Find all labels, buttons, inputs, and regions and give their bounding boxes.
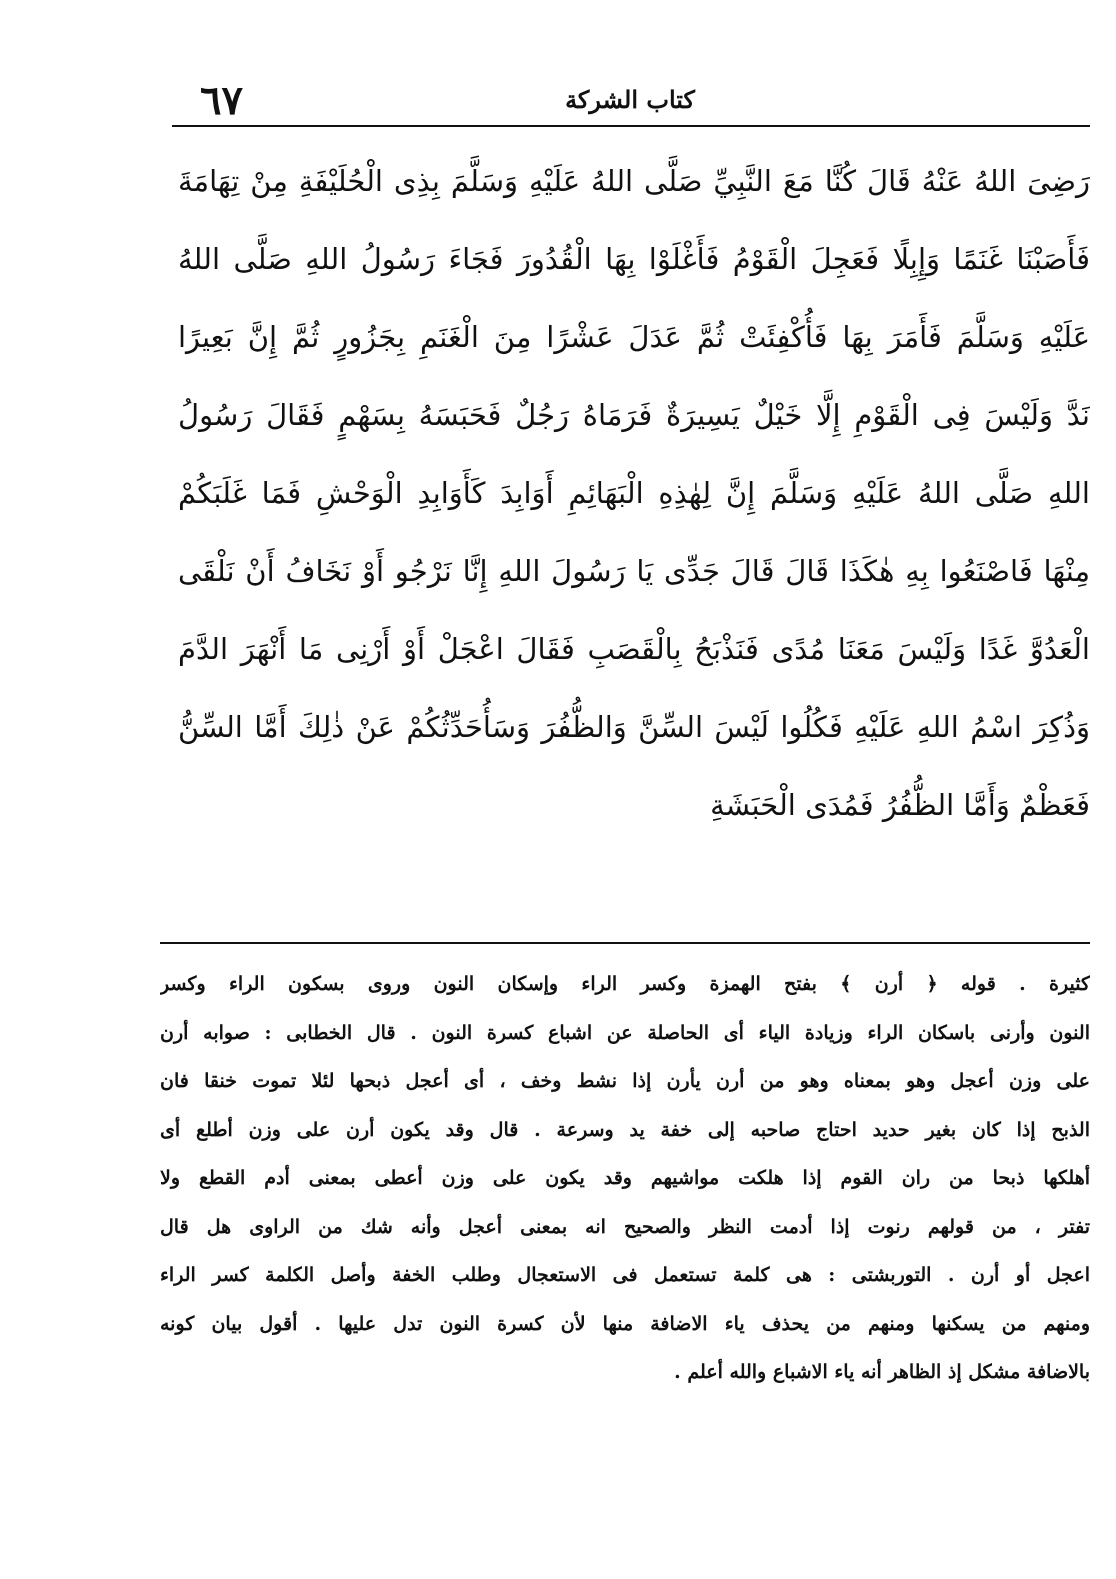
main-text-line: الْعَدُوَّ غَدًا وَلَيْسَ مَعَنَا مُدًى فَنَذْبَحُ بِالْقَصَبِ فَقَالَ اعْجَلْ أَوْ أَرْنِى مَا أَنْهَرَ الدَّمَ	[178, 632, 1090, 666]
footnote-line: على وزن أعجل وهو بمعناه وهو من أرن يأرن إذا نشط وخف ، أى أعجل ذبحها لئلا تموت خنقا فان	[160, 1070, 1090, 1092]
footnote-line: اعجل أو أرن . التوربشتى : هى كلمة تستعمل فى الاستعجال وطلب الخفة وأصل الكلمة كسر الراء	[160, 1264, 1090, 1286]
page-header	[170, 76, 1090, 126]
footnote-line: بالاضافة مشكل إذ الظاهر أنه ياء الاشباع والله أعلم .	[674, 1361, 1090, 1383]
main-text-line: اللهِ صَلَّى اللهُ عَلَيْهِ وَسَلَّمَ إِنَّ لِهٰذِهِ الْبَهَائِمِ أَوَابِدَ كَأَوَابِدِ الْوَحْشِ فَمَا غَلَبَكُمْ	[178, 476, 1090, 510]
main-text-line: وَذُكِرَ اسْمُ اللهِ عَلَيْهِ فَكُلُوا لَيْسَ السِّنَّ وَالظُّفُرَ وَسَأُحَدِّثُكُمْ عَنْ ذٰلِكَ أَمَّا السِّنُّ	[178, 710, 1090, 744]
main-text-line: نَدَّ وَلَيْسَ فِى الْقَوْمِ إِلَّا خَيْلٌ يَسِيرَةٌ فَرَمَاهُ رَجُلٌ فَحَبَسَهُ بِسَهْمٍ فَقَالَ رَسُولُ	[178, 398, 1090, 432]
footnote-line: الذبح إذا كان بغير حديد احتاج صاحبه إلى خفة يد وسرعة . قال وقد يكون أرن على وزن أطلع أى	[160, 1118, 1090, 1141]
footnote-line: تفتر ، من قولهم رنوت إذا أدمت النظر والصحيح انه بمعنى أعجل وأنه شك من الراوى هل قال	[160, 1215, 1090, 1238]
footnote-line: النون وأرنى باسكان الراء وزيادة الياء أى الحاصلة عن اشباع كسرة النون . قال الخطابى : صوابه أرن	[160, 1021, 1090, 1044]
footnote-line: ومنهم من يسكنها ومنهم من يحذف ياء الاضافة منها لأن كسرة النون تدل عليها . أقول بيان كونه	[160, 1312, 1090, 1335]
running-title: كتاب الشركة	[565, 85, 695, 114]
footnotes-block	[160, 960, 1090, 1397]
page-number: ٦٧	[200, 77, 243, 124]
footnote-line: أهلكها ذبحا من ران القوم إذا هلكت مواشيهم وقد يكون على وزن أعطى بمعنى أدم القطع ولا	[160, 1167, 1090, 1189]
footnote-line: كثيرة . قوله ﴿ أرن ﴾ بفتح الهمزة وكسر الراء وإسكان النون وروى بسكون الراء وكسر	[160, 973, 1090, 995]
footnote-separator	[160, 942, 1090, 944]
main-text-line: رَضِىَ اللهُ عَنْهُ قَالَ كُنَّا مَعَ النَّبِيِّ صَلَّى اللهُ عَلَيْهِ وَسَلَّمَ بِذِى الْحُلَيْفَةِ مِنْ تِهَامَةَ	[178, 164, 1090, 198]
header-rule	[172, 125, 1090, 127]
main-text-block	[178, 142, 1090, 844]
main-text-line: فَأَصَبْنَا غَنَمًا وَإِبِلًا فَعَجِلَ الْقَوْمُ فَأَغْلَوْا بِهَا الْقُدُورَ فَجَاءَ رَسُولُ اللهِ صَلَّى اللهُ	[178, 242, 1090, 276]
main-text-line: عَلَيْهِ وَسَلَّمَ فَأَمَرَ بِهَا فَأُكْفِئَتْ ثُمَّ عَدَلَ عَشْرًا مِنَ الْغَنَمِ بِجَزُورٍ ثُمَّ إِنَّ بَعِيرًا	[178, 320, 1090, 354]
main-text-line: فَعَظْمٌ وَأَمَّا الظُّفُرُ فَمُدَى الْحَبَشَةِ	[710, 788, 1090, 822]
main-text-line: مِنْهَا فَاصْنَعُوا بِهِ هٰكَذَا قَالَ قَالَ جَدِّى يَا رَسُولَ اللهِ إِنَّا نَرْجُو أَوْ نَخَافُ أَنْ نَلْقَى	[178, 554, 1090, 588]
